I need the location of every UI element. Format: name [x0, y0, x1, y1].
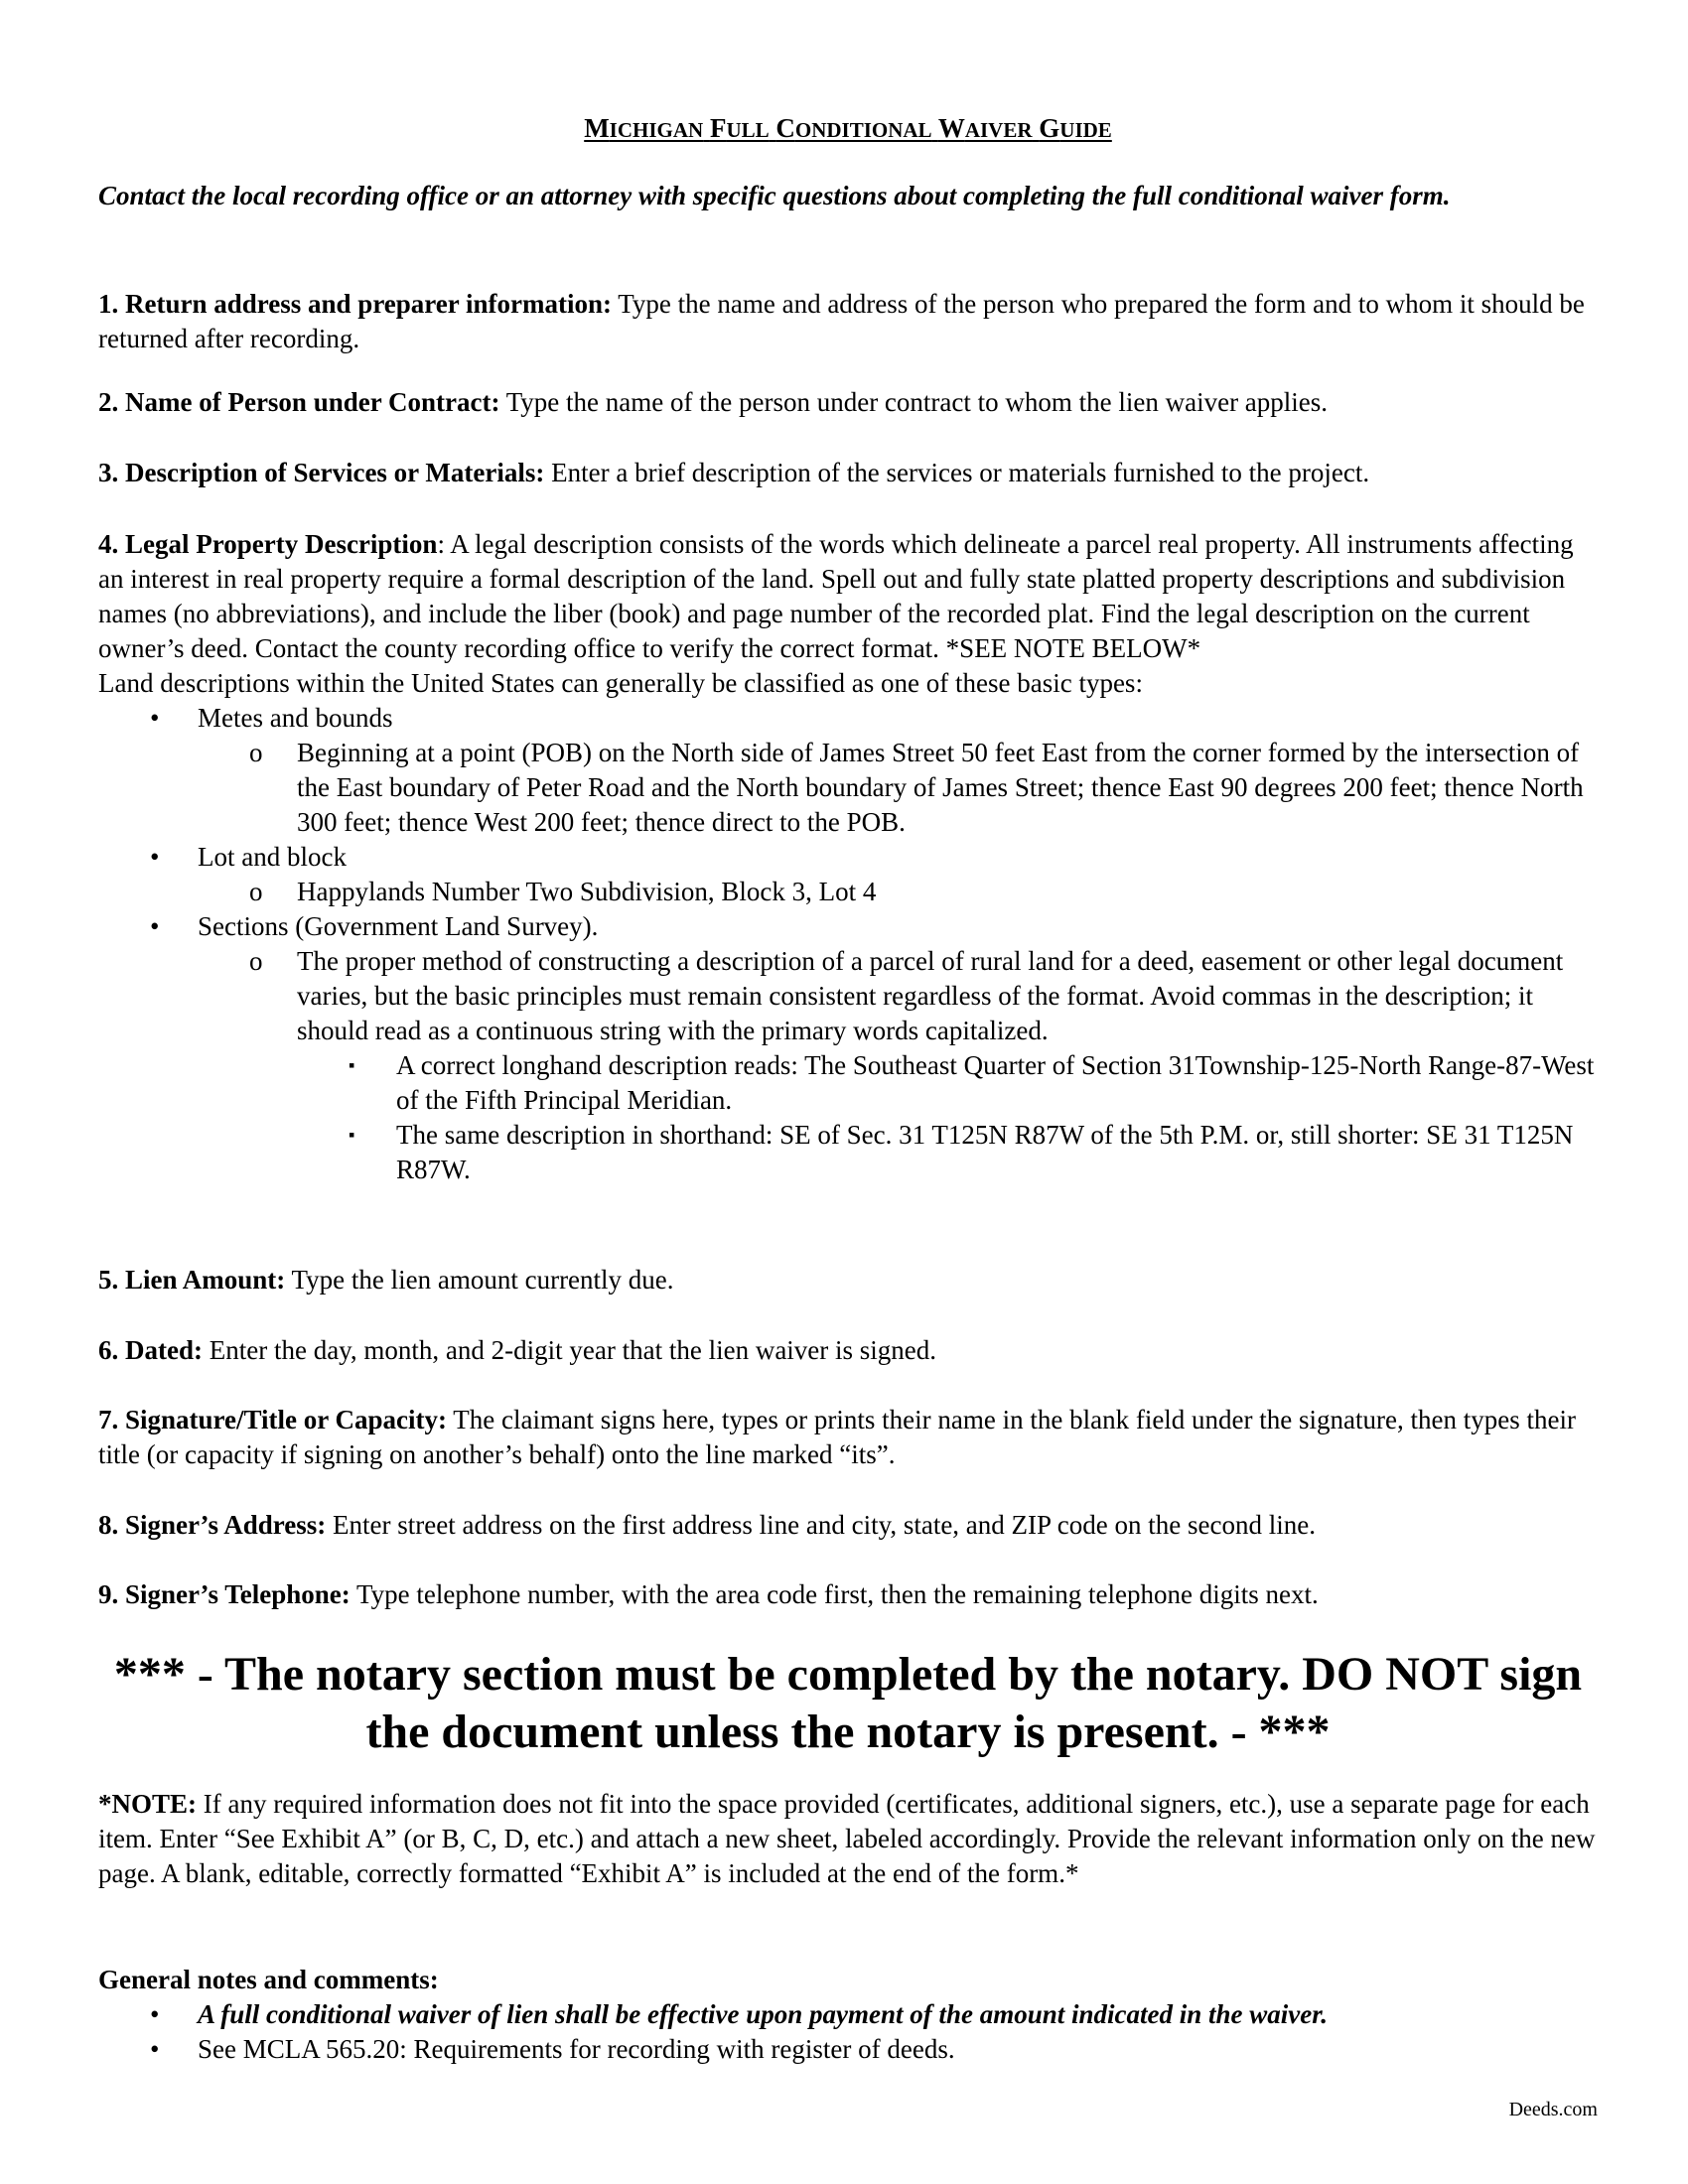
item-text: The claimant signs here, types or prints their name in the blank field under the signature, then types their title (or capacity if signing on another’s behalf) onto the line marked “its”. — [98, 1405, 1576, 1469]
bullet-disc-icon: • — [150, 842, 160, 872]
item-text: Type telephone number, with the area code first, then the remaining telephone digits next. — [350, 1579, 1319, 1609]
item-signer-address — [98, 1508, 1598, 1543]
bullet-disc-icon: • — [150, 1999, 160, 2029]
item-text: : A legal description consists of the words which delineate a parcel real property. All instruments affecting an interest in real property require a formal description of the land. Spell out and fully state platted property descriptions and subdivision names (no abbreviations), and include the liber (book) and page number of the recorded plat. Find the legal description on the current owner’s deed. Contact the county recording office to verify the correct format. *SEE NOTE BELOW* — [98, 529, 1574, 663]
item-label: 1. Return address and preparer information: — [98, 289, 613, 319]
note-text: If any required information does not fit into the space provided (certificates, additional signers, etc.), use a separate page for each item. Enter “See Exhibit A” (or B, C, D, etc.) and attach a new sheet, labeled accordingly. Provide the relevant information only on the new page. A blank, editable, correctly formatted “Exhibit A” is included at the end of the form.* — [98, 1789, 1596, 1888]
bullet-disc-icon: • — [150, 2034, 160, 2064]
item-label: 5. Lien Amount: — [98, 1265, 286, 1295]
exhibit-note — [98, 1787, 1598, 1891]
item-label: 6. Dated: — [98, 1335, 203, 1365]
item-text: Enter a brief description of the services or materials furnished to the project. — [544, 458, 1370, 487]
item-person-under-contract — [98, 385, 1598, 420]
bullet-square-icon: ▪ — [349, 1055, 355, 1075]
item-text: Type the name of the person under contract to whom the lien waiver applies. — [499, 387, 1329, 417]
bullet-circle-icon: o — [249, 738, 263, 767]
bullet-circle-icon: o — [249, 946, 263, 976]
document-title: MICHIGAN FULL CONDITIONAL WAIVER GUIDE — [584, 113, 1112, 143]
land-types-list — [98, 701, 1598, 1187]
general-notes — [98, 1963, 1598, 2067]
list-item: ▪ A correct longhand description reads: The Southeast Quarter of Section 31Township-125-North Range-87-West of the Fifth Principal Meridian. — [349, 1050, 1595, 1115]
item-legal-description — [98, 527, 1598, 1187]
bullet-disc-icon: • — [150, 911, 160, 941]
item-signer-telephone — [98, 1577, 1598, 1612]
item-lien-amount — [98, 1263, 1598, 1297]
list-item: • A full conditional waiver of lien shall be effective upon payment of the amount indicated in the waiver. — [98, 1997, 1598, 2032]
list-item: • Metes and bounds o Beginning at a point (POB) on the North side of James Street 50 feet East from the corner formed by the intersection of the East boundary of Peter Road and the North boundary of James Street; thence East 90 degrees 200 feet; thence North 300 feet; thence West 200 feet; thence direct to the POB. — [98, 701, 1598, 840]
item-text: Type the name and address of the person who prepared the form and to whom it should be returned after recording. — [98, 289, 1585, 353]
list-item: o The proper method of constructing a description of a parcel of rural land for a deed, easement or other legal document varies, but the basic principles must remain consistent regardless of the format. Avoid commas in the description; it should read as a continuous string with the primary words capitalized. ▪ A correct longhand description reads: The Southeast Quarter of Section 31Township-125-North Range-87-West of the Fifth Principal Meridian. ▪ The same description in shorthand: SE of Sec. 31 T125N R87W of the 5th P.M. or, still shorter: SE 31 T125N R87W. — [198, 944, 1598, 1187]
bullet-square-icon: ▪ — [349, 1125, 355, 1145]
list-item: o Beginning at a point (POB) on the North side of James Street 50 feet East from the corner formed by the intersection of the East boundary of Peter Road and the North boundary of James Street; thence East 90 degrees 200 feet; thence North 300 feet; thence West 200 feet; thence direct to the POB. — [249, 738, 1584, 837]
item-text: Enter street address on the first address line and city, state, and ZIP code on the second line. — [326, 1510, 1316, 1540]
list-item: • See MCLA 565.20: Requirements for recording with register of deeds. — [98, 2032, 1598, 2067]
list-item: • Sections (Government Land Survey). o The proper method of constructing a description of a parcel of rural land for a deed, easement or other legal document varies, but the basic principles must remain consistent regardless of the format. Avoid commas in the description; it should read as a continuous string with the primary words capitalized. ▪ A correct longhand description reads: The Southeast Quarter of Section 31Township-125-North Range-87-West of the Fifth Principal Meridian. ▪ The same description in shorthand: SE of Sec. 31 T125N R87W of the 5th P.M. or, still shorter: SE 31 T125N R87W. — [98, 909, 1598, 1187]
item-return-address — [98, 287, 1598, 356]
item-label: 8. Signer’s Address: — [98, 1510, 327, 1540]
item-services-materials — [98, 456, 1598, 490]
item-label: 2. Name of Person under Contract: — [98, 387, 500, 417]
item-text: Enter the day, month, and 2-digit year that the lien waiver is signed. — [202, 1335, 937, 1365]
bullet-disc-icon: • — [150, 703, 160, 733]
list-item: o Happylands Number Two Subdivision, Block 3, Lot 4 — [198, 875, 1598, 909]
contact-note: Contact the local recording office or an attorney with specific questions about completing the full conditional waiver form. — [98, 181, 1451, 210]
list-item: • Lot and block o Happylands Number Two Subdivision, Block 3, Lot 4 — [98, 840, 1598, 909]
footer-brand: Deeds.com — [1508, 2099, 1598, 2120]
item-text: Type the lien amount currently due. — [285, 1265, 674, 1295]
item-label: 4. Legal Property Description — [98, 529, 438, 559]
list-item: ▪ The same description in shorthand: SE of Sec. 31 T125N R87W of the 5th P.M. or, still shorter: SE 31 T125N R87W. — [349, 1120, 1574, 1184]
bullet-circle-icon: o — [249, 877, 263, 906]
general-notes-list — [98, 1997, 1598, 2067]
note-label: *NOTE: — [98, 1789, 198, 1819]
item-label: 3. Description of Services or Materials: — [98, 458, 545, 487]
item-label: 9. Signer’s Telephone: — [98, 1579, 351, 1609]
land-types-intro: Land descriptions within the United States can generally be classified as one of these basic types: — [98, 668, 1143, 698]
item-dated — [98, 1333, 1598, 1368]
item-label: 7. Signature/Title or Capacity: — [98, 1405, 447, 1434]
notary-warning: *** - The notary section must be completed by the notary. DO NOT sign the document unless the notary is present. - *** — [113, 1648, 1583, 1758]
general-notes-heading: General notes and comments: — [98, 1965, 439, 1994]
item-signature — [98, 1403, 1598, 1472]
